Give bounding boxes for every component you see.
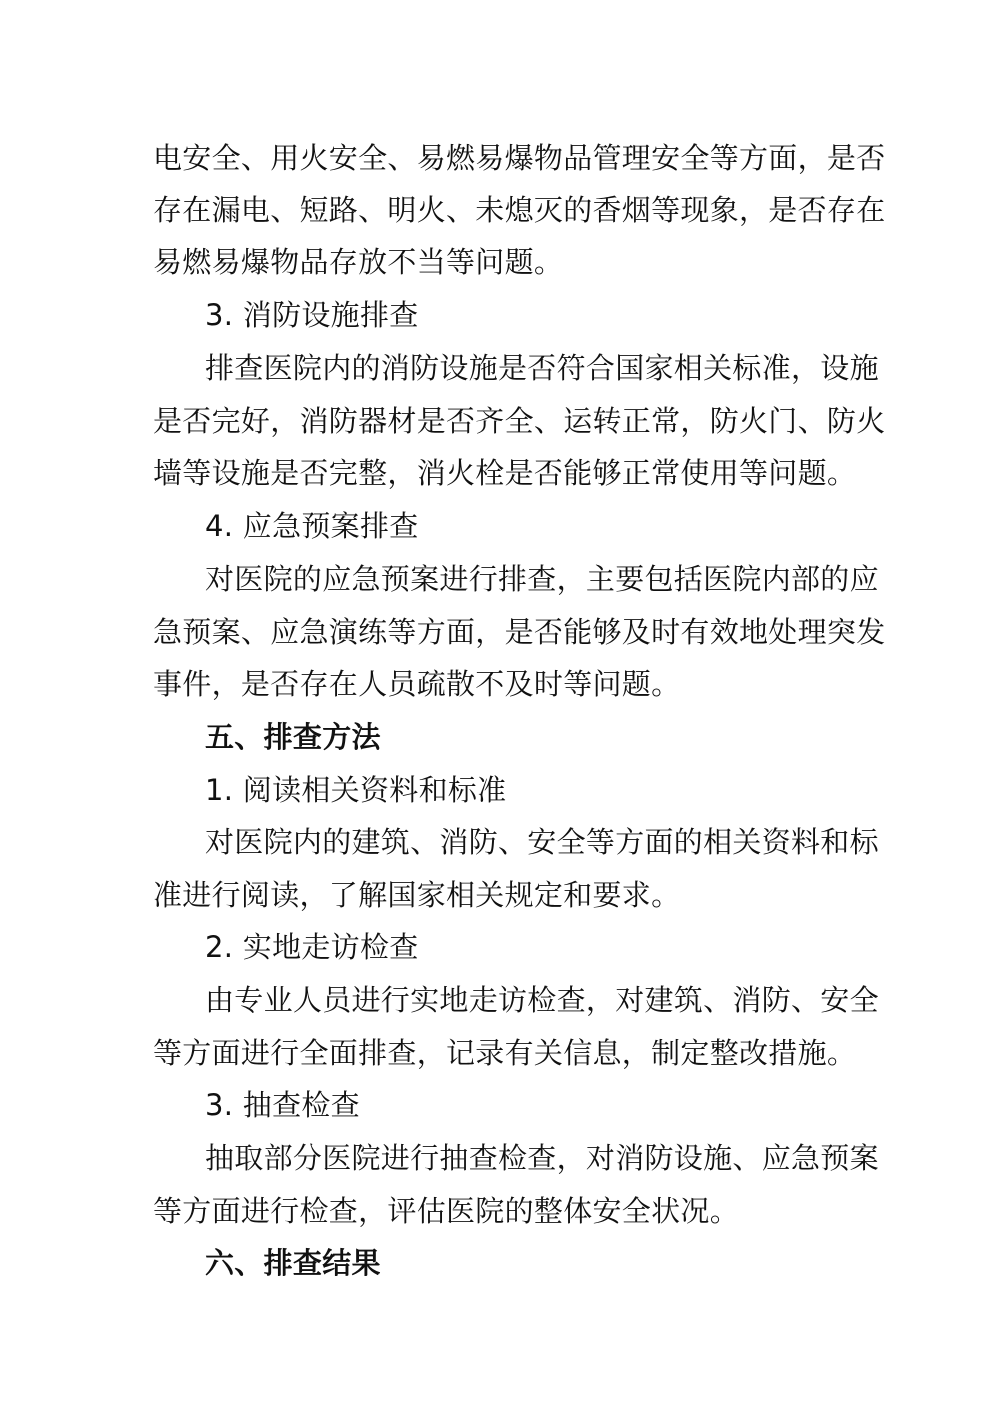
paragraph-line: 准进行阅读，了解国家相关规定和要求。 (153, 878, 681, 912)
paragraph-line: 墙等设施是否完整，消火栓是否能够正常使用等问题。 (153, 456, 857, 490)
subheading-fire-facilities: 3. 消防设施排查 (205, 298, 419, 332)
paragraph-line: 对医院内的建筑、消防、安全等方面的相关资料和标 (205, 825, 879, 859)
paragraph-line: 对医院的应急预案进行排查，主要包括医院内部的应 (205, 562, 879, 596)
paragraph-line: 由专业人员进行实地走访检查，对建筑、消防、安全 (205, 983, 879, 1017)
subheading-read-materials: 1. 阅读相关资料和标准 (205, 773, 507, 807)
section-title-methods: 五、排查方法 (205, 720, 381, 754)
paragraph-line: 等方面进行检查，评估医院的整体安全状况。 (153, 1194, 740, 1228)
subheading-emergency-plan: 4. 应急预案排查 (205, 509, 419, 543)
paragraph-line: 易燃易爆物品存放不当等问题。 (153, 245, 564, 279)
subheading-site-visit: 2. 实地走访检查 (205, 930, 419, 964)
paragraph-line: 存在漏电、短路、明火、未熄灭的香烟等现象，是否存在 (153, 193, 886, 227)
paragraph-line: 事件，是否存在人员疏散不及时等问题。 (153, 667, 681, 701)
subheading-spot-check: 3. 抽查检查 (205, 1088, 360, 1122)
section-title-results: 六、排查结果 (205, 1246, 381, 1280)
paragraph-line: 排查医院内的消防设施是否符合国家相关标准，设施 (205, 351, 879, 385)
paragraph-line: 急预案、应急演练等方面，是否能够及时有效地处理突发 (153, 615, 886, 649)
paragraph-line: 等方面进行全面排查，记录有关信息，制定整改措施。 (153, 1036, 857, 1070)
paragraph-line: 抽取部分医院进行抽查检查，对消防设施、应急预案 (205, 1141, 879, 1175)
paragraph-line: 是否完好，消防器材是否齐全、运转正常，防火门、防火 (153, 404, 886, 438)
paragraph-line: 电安全、用火安全、易燃易爆物品管理安全等方面，是否 (153, 141, 886, 175)
